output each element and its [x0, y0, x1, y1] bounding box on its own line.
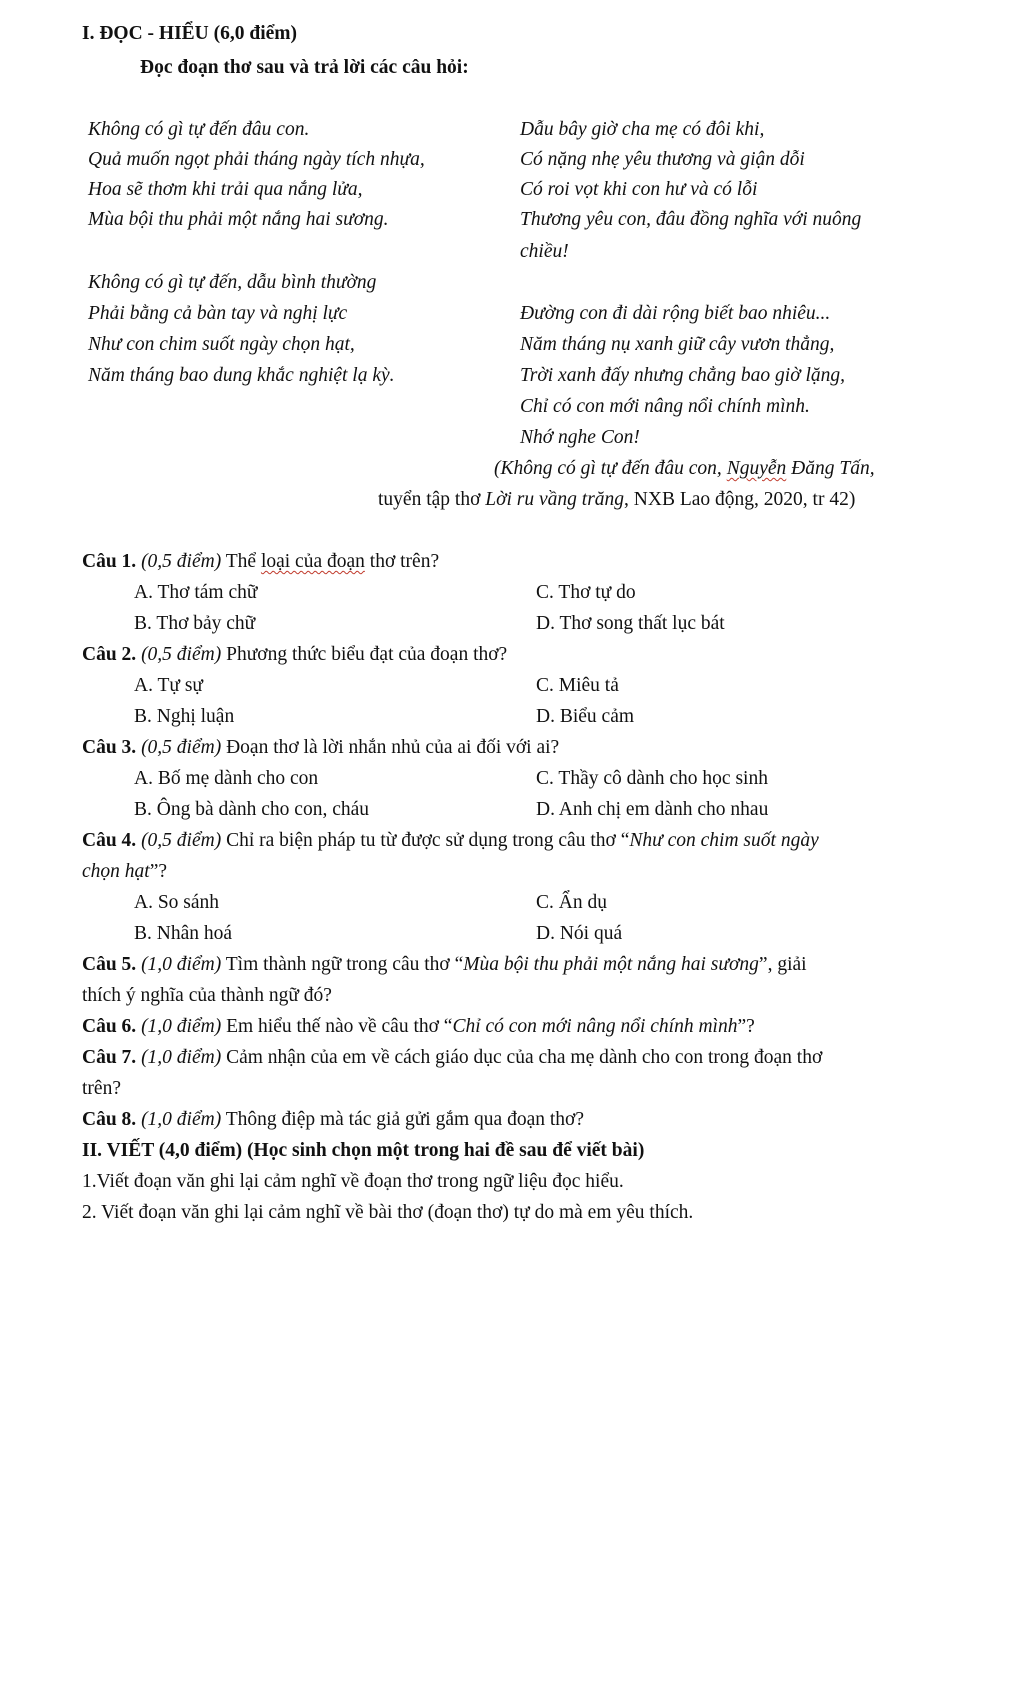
question-3: Câu 3. (0,5 điểm) Đoạn thơ là lời nhắn nhủ của ai đối với ai?: [82, 737, 560, 758]
section1-heading: I. ĐỌC - HIỂU (6,0 điểm): [82, 23, 298, 44]
q4-option-d: D. Nói quá: [536, 923, 623, 944]
section1-instruction: Đọc đoạn thơ sau và trả lời các câu hỏi:: [140, 57, 469, 78]
q1-option-a: A. Thơ tám chữ: [134, 582, 258, 603]
poem-line: Không có gì tự đến đâu con.: [88, 119, 310, 140]
section2-item-1: 1.Viết đoạn văn ghi lại cảm nghĩ về đoạn thơ trong ngữ liệu đọc hiểu.: [82, 1171, 624, 1192]
poem-line: Như con chim suốt ngày chọn hạt,: [88, 334, 355, 355]
poem-source-line2: tuyển tập thơ Lời ru vầng trăng, NXB Lao động, 2020, tr 42): [378, 489, 856, 510]
poem-line: Có roi vọt khi con hư và có lỗi: [520, 179, 758, 200]
source-book: Lời ru vầng trăng: [485, 489, 625, 510]
section2-heading: II. VIẾT (4,0 điểm) (Học sinh chọn một trong hai đề sau để viết bài): [82, 1140, 645, 1161]
question-5: Câu 5. (1,0 điểm) Tìm thành ngữ trong câu thơ “Mùa bội thu phải một nắng hai sương”, giải: [82, 954, 807, 975]
q3-option-d: D. Anh chị em dành cho nhau: [536, 799, 769, 820]
q2-option-b: B. Nghị luận: [134, 706, 235, 727]
poem-line: Năm tháng nụ xanh giữ cây vươn thẳng,: [520, 334, 835, 355]
poem-line: Chỉ có con mới nâng nổi chính mình.: [520, 396, 810, 417]
poem-line: Phải bằng cả bàn tay và nghị lực: [88, 303, 348, 324]
section2-item-2: 2. Viết đoạn văn ghi lại cảm nghĩ về bài thơ (đoạn thơ) tự do mà em yêu thích.: [82, 1202, 694, 1223]
question-4-cont: chọn hạt”?: [82, 861, 168, 882]
q4-option-c: C. Ẩn dụ: [536, 892, 607, 913]
poem-line: chiều!: [520, 241, 569, 262]
poem-line: Hoa sẽ thơm khi trải qua nắng lửa,: [88, 179, 363, 200]
poem-line: Dẫu bây giờ cha mẹ có đôi khi,: [520, 119, 765, 140]
question-2: Câu 2. (0,5 điểm) Phương thức biểu đạt của đoạn thơ?: [82, 644, 508, 665]
q3-option-b: B. Ông bà dành cho con, cháu: [134, 799, 370, 820]
poem-line: Quả muốn ngọt phải tháng ngày tích nhựa,: [88, 149, 425, 170]
poem-line: Có nặng nhẹ yêu thương và giận dỗi: [520, 149, 805, 170]
question-5-cont: thích ý nghĩa của thành ngữ đó?: [82, 985, 332, 1006]
poem-line: Mùa bội thu phải một nắng hai sương.: [88, 209, 389, 230]
source-author: Nguyễn: [726, 458, 787, 479]
q4-option-b: B. Nhân hoá: [134, 923, 233, 944]
q2-option-a: A. Tự sự: [134, 675, 203, 696]
q4-option-a: A. So sánh: [134, 892, 220, 913]
q1-option-c: C. Thơ tự do: [536, 582, 636, 603]
question-8: Câu 8. (1,0 điểm) Thông điệp mà tác giả gửi gắm qua đoạn thơ?: [82, 1109, 584, 1130]
q3-option-c: C. Thầy cô dành cho học sinh: [536, 768, 768, 789]
poem-source-line1: (Không có gì tự đến đâu con, Nguyễn Đăng Tấn,: [494, 458, 875, 479]
poem-line: Trời xanh đấy nhưng chẳng bao giờ lặng,: [520, 365, 846, 386]
q1-option-d: D. Thơ song thất lục bát: [536, 613, 725, 634]
poem-line: Thương yêu con, đâu đồng nghĩa với nuông: [520, 209, 862, 230]
poem-line: Năm tháng bao dung khắc nghiệt lạ kỳ.: [88, 365, 395, 386]
q3-option-a: A. Bố mẹ dành cho con: [134, 768, 319, 789]
q2-option-d: D. Biểu cảm: [536, 706, 635, 727]
poem-line: Không có gì tự đến, dẫu bình thường: [88, 272, 377, 293]
question-4: Câu 4. (0,5 điểm) Chỉ ra biện pháp tu từ được sử dụng trong câu thơ “Như con chim suốt ngày: [82, 830, 819, 851]
question-6: Câu 6. (1,0 điểm) Em hiểu thế nào về câu thơ “Chỉ có con mới nâng nổi chính mình”?: [82, 1016, 755, 1037]
poem-line: Nhớ nghe Con!: [520, 427, 640, 448]
q2-option-c: C. Miêu tả: [536, 675, 619, 696]
question-7: Câu 7. (1,0 điểm) Cảm nhận của em về cách giáo dục của cha mẹ dành cho con trong đoạn thơ: [82, 1047, 823, 1068]
question-1: Câu 1. (0,5 điểm) Thể loại của đoạn thơ trên?: [82, 551, 440, 572]
poem-line: Đường con đi dài rộng biết bao nhiêu...: [520, 303, 831, 324]
question-7-cont: trên?: [82, 1078, 121, 1099]
q1-option-b: B. Thơ bảy chữ: [134, 613, 256, 634]
